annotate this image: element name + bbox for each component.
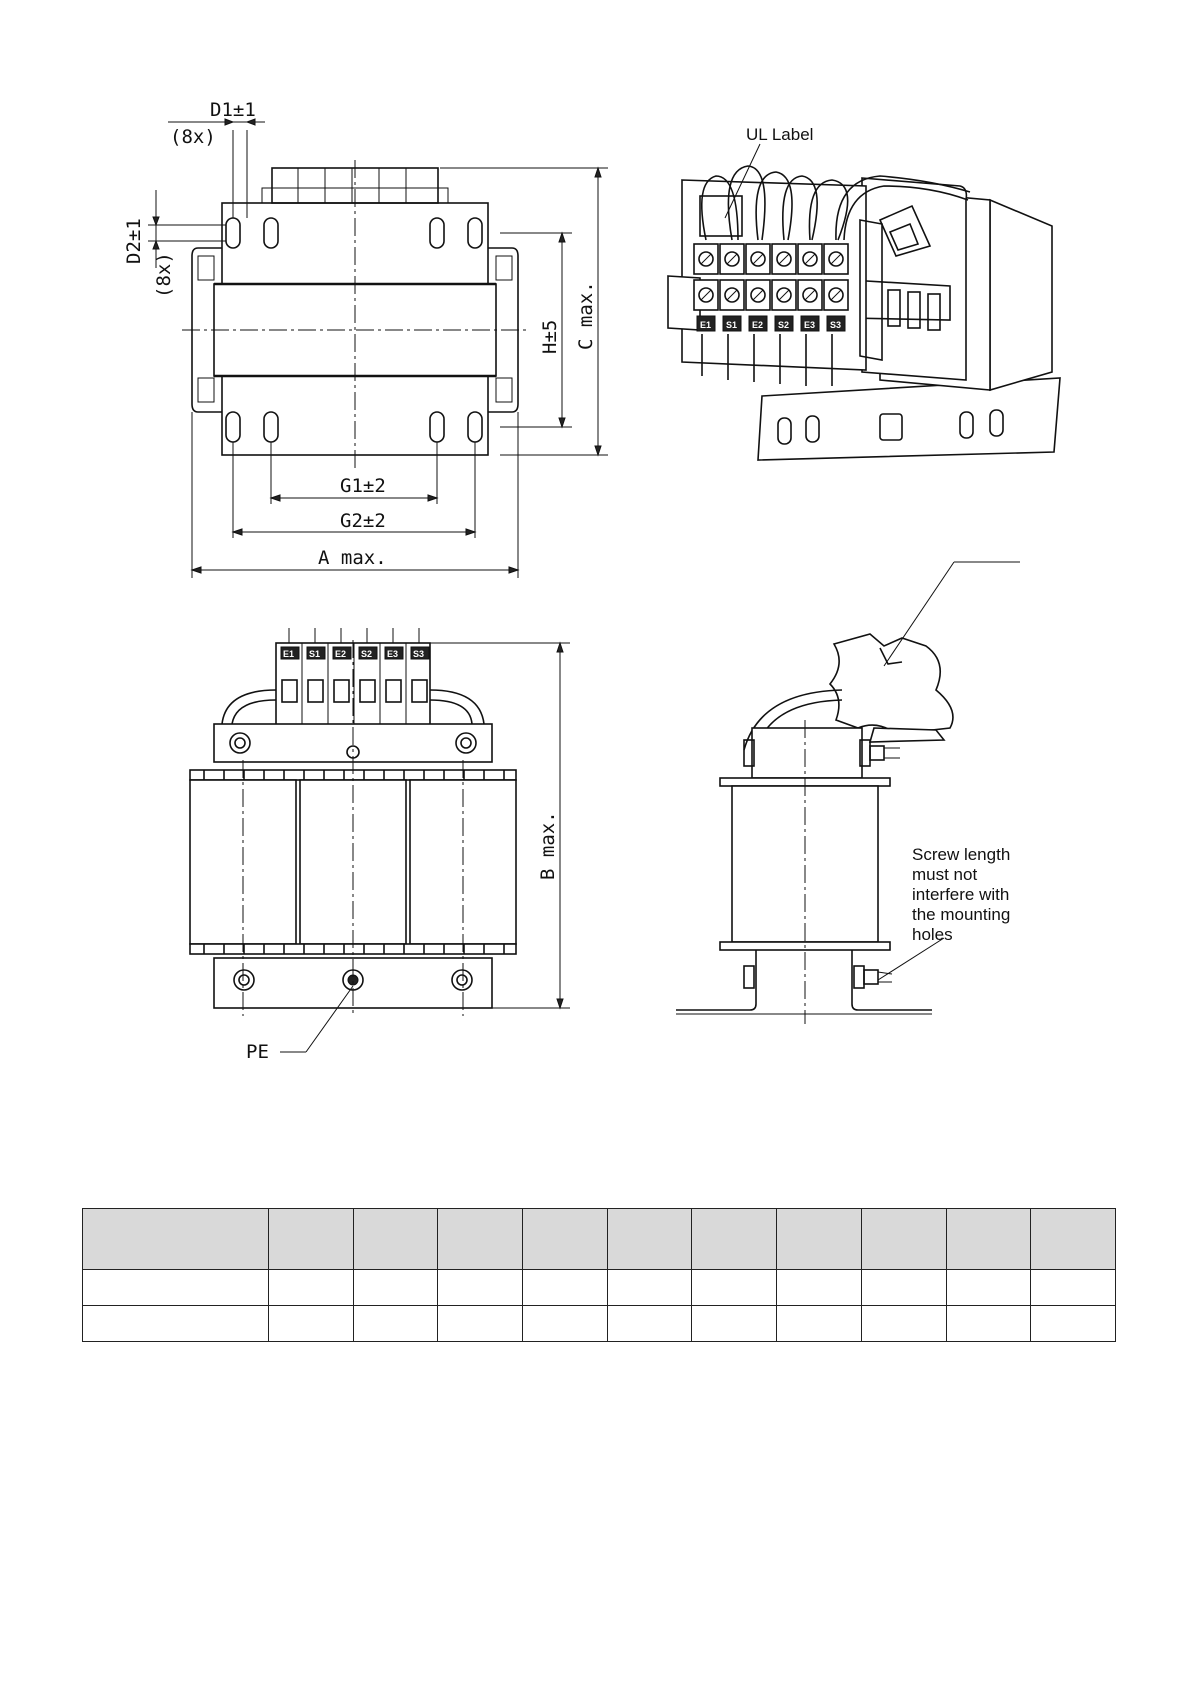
front-terminal-tag: S2 [361, 649, 373, 659]
front-terminal-tag: E3 [387, 649, 399, 659]
table-cell [946, 1306, 1031, 1342]
b-label: B max. [537, 811, 559, 880]
front-terminal-tag: S3 [413, 649, 425, 659]
table-row [83, 1270, 1116, 1306]
front-terminal-tag: E1 [283, 649, 295, 659]
d2-count-label: (8x) [153, 252, 175, 298]
table-cell [1031, 1270, 1116, 1306]
table-header-row [83, 1209, 1116, 1270]
front-terminal-tag: S1 [309, 649, 321, 659]
screw-note-line-5: holes [912, 925, 953, 944]
table-header-cell [607, 1209, 692, 1270]
top-view [123, 99, 608, 578]
table-header-cell [1031, 1209, 1116, 1270]
screw-note-line-4: the mounting [912, 905, 1011, 924]
table-header-cell [777, 1209, 862, 1270]
table-cell [1031, 1306, 1116, 1342]
h-label: H±5 [539, 319, 561, 354]
d2-label: D2±1 [123, 218, 145, 264]
screw-note-line-1: Screw length [912, 845, 1011, 864]
table-row [83, 1306, 1116, 1342]
front-terminal-tag: E2 [335, 649, 347, 659]
isometric-view [668, 125, 1060, 460]
front-view [190, 628, 570, 1063]
side-view [676, 562, 1020, 1024]
iso-terminal-tag: E2 [752, 320, 764, 330]
table-cell [777, 1306, 862, 1342]
screw-note-line-2: must not [912, 865, 978, 884]
table-cell [692, 1306, 777, 1342]
table-header-cell [83, 1209, 269, 1270]
iso-terminal-tag: S3 [830, 320, 842, 330]
table-header-cell [946, 1209, 1031, 1270]
d1-count-label: (8x) [170, 126, 216, 148]
table-header-cell [353, 1209, 438, 1270]
table-header-cell [523, 1209, 608, 1270]
table-cell [861, 1270, 946, 1306]
table-cell [861, 1306, 946, 1342]
a-label: A max. [318, 547, 387, 569]
c-label: C max. [575, 281, 597, 350]
table-cell [946, 1270, 1031, 1306]
table-header-cell [692, 1209, 777, 1270]
table-cell [353, 1270, 438, 1306]
iso-terminal-tag: E3 [804, 320, 816, 330]
table-cell [777, 1270, 862, 1306]
table-cell [607, 1306, 692, 1342]
screw-note-line-3: interfere with [912, 885, 1010, 904]
table-cell [607, 1270, 692, 1306]
table-cell [523, 1306, 608, 1342]
table-cell [692, 1270, 777, 1306]
table-cell [523, 1270, 608, 1306]
g1-label: G1±2 [340, 475, 386, 497]
iso-terminal-tag: S1 [726, 320, 738, 330]
table-cell [269, 1270, 354, 1306]
iso-terminal-tag: S2 [778, 320, 790, 330]
table-header-cell [269, 1209, 354, 1270]
table-cell [83, 1270, 269, 1306]
table-cell [269, 1306, 354, 1342]
dimensions-table [82, 1208, 1116, 1342]
table-cell [83, 1306, 269, 1342]
ul-label-text: UL Label [746, 125, 814, 144]
pe-label: PE [246, 1041, 269, 1063]
d1-label: D1±1 [210, 99, 256, 121]
table-header-cell [438, 1209, 523, 1270]
table-cell [438, 1270, 523, 1306]
iso-terminal-tag: E1 [700, 320, 712, 330]
table-header-cell [861, 1209, 946, 1270]
g2-label: G2±2 [340, 510, 386, 532]
table-cell [438, 1306, 523, 1342]
table-cell [353, 1306, 438, 1342]
